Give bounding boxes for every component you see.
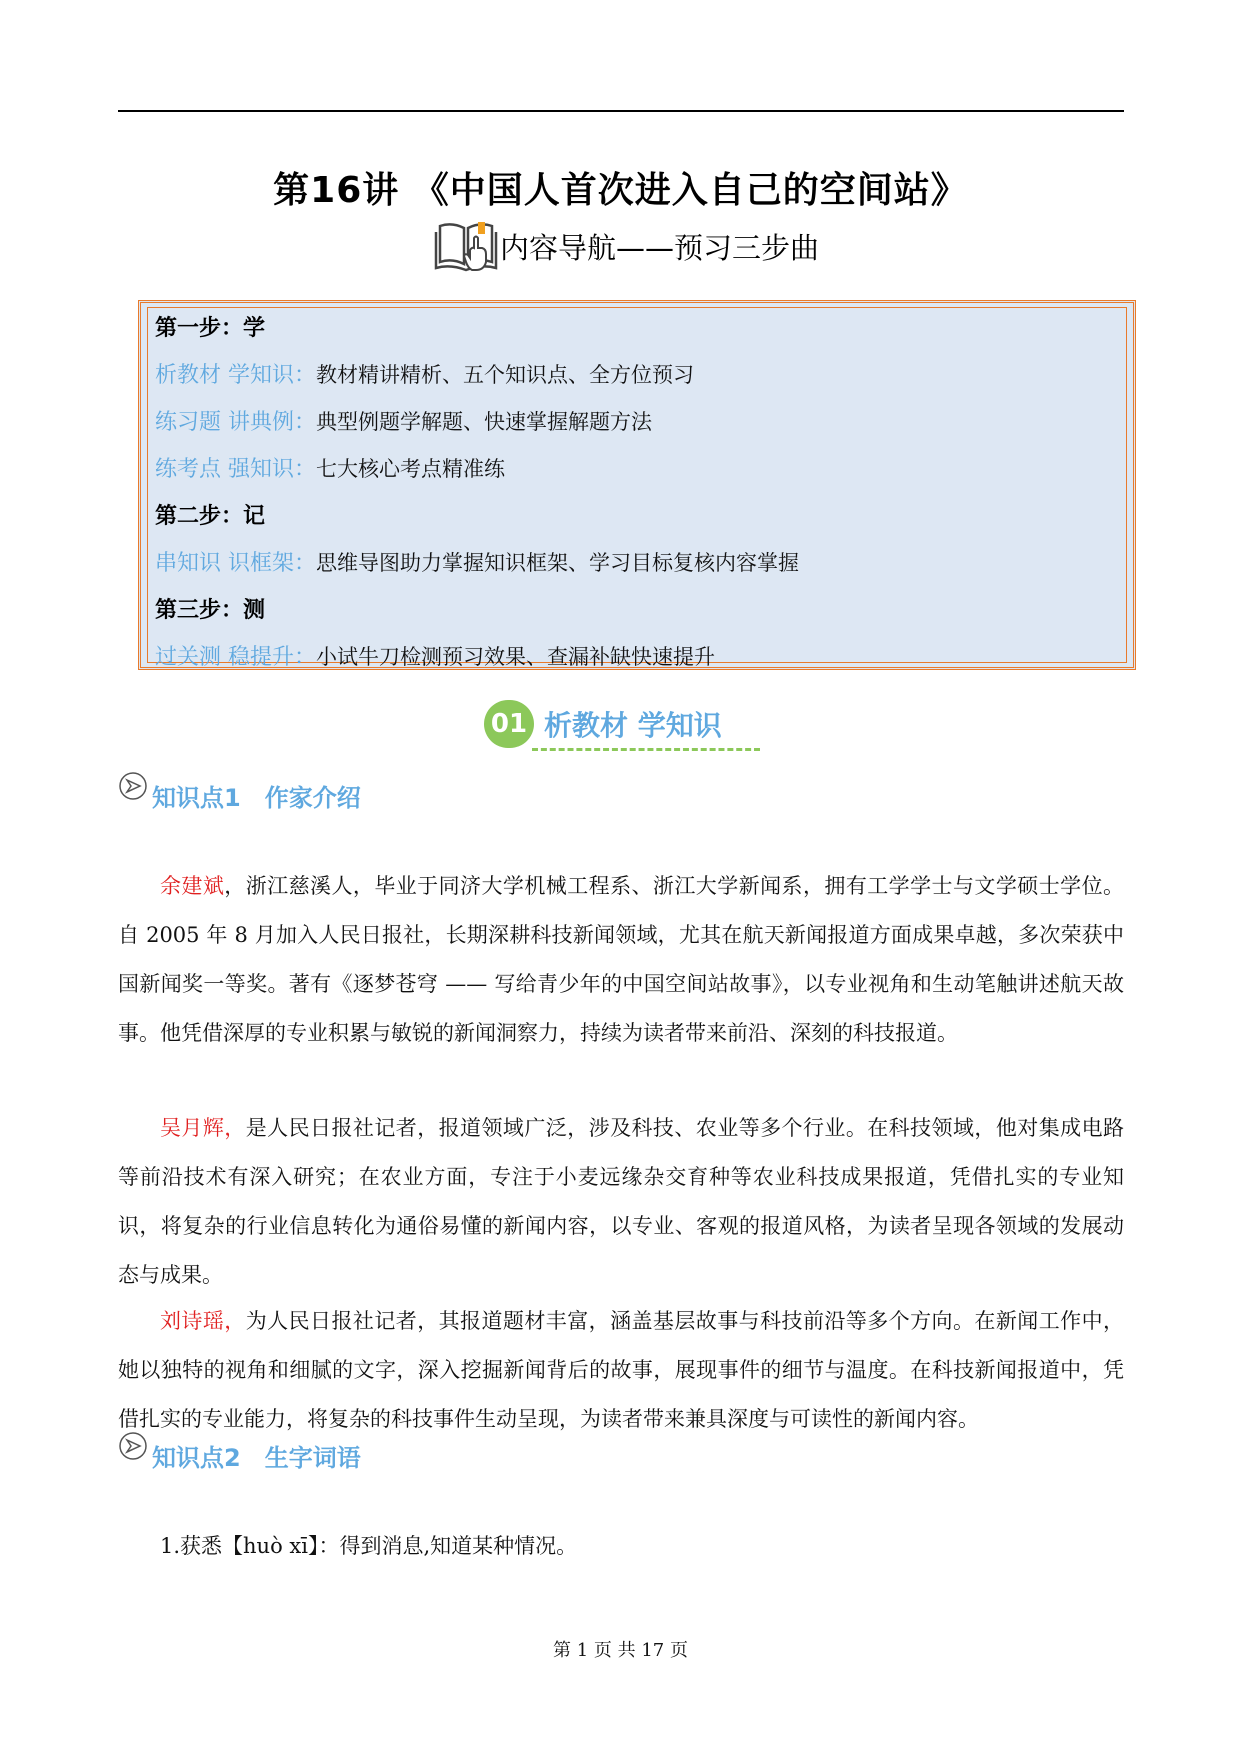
outline-item: 析教材 学知识：教材精讲精析、五个知识点、全方位预习: [155, 363, 694, 388]
outline-item: 练考点 强知识：七大核心考点精准练: [155, 457, 505, 482]
author-paragraph: 余建斌，浙江慈溪人，毕业于同济大学机械工程系、浙江大学新闻系，拥有工学学士与文学硕士学位。自 2005 年 8 月加入人民日报社，长期深耕科技新闻领域，尤其在航天新闻报道方面成果卓越，多次荣获中国新闻奖一等奖。著有《逐梦苍穹 —— 写给青少年的中国空间站故事》，以专业视角和生动笔触讲述航天故事。他凭借深厚的专业积累与敏锐的新闻洞察力，持续为读者带来前沿、深刻的科技报道。: [118, 874, 1124, 1045]
book-pointer-icon: [434, 218, 498, 274]
outline-step-2: 第二步：记: [155, 504, 266, 529]
outline-item: 串知识 识框架：思维导图助力掌握知识框架、学习目标复核内容掌握: [155, 551, 799, 576]
section-underline: [532, 748, 760, 751]
arrow-circle-icon: [118, 1429, 152, 1463]
nav-heading: [434, 218, 819, 274]
outline-item: 过关测 稳提升：小试牛刀检测预习效果、查漏补缺快速提升: [155, 645, 715, 670]
page-title: 第16讲 《中国人首次进入自己的空间站》: [273, 170, 968, 211]
outline-step-1: 第一步：学: [155, 316, 266, 341]
outline-step-3: 第三步：测: [155, 598, 266, 623]
section-number-badge: 01: [484, 700, 534, 748]
author-paragraph: 吴月辉，是人民日报社记者，报道领域广泛，涉及科技、农业等多个行业。在科技领域，他对集成电路等前沿技术有深入研究；在农业方面，专注于小麦远缘杂交育种等农业科技成果报道，凭借扎实的专业知识，将复杂的行业信息转化为通俗易懂的新闻内容，以专业、客观的报道风格，为读者呈现各领域的发展动态与成果。: [118, 1116, 1125, 1287]
vocab-item: 1.获悉【huò xī】：得到消息,知道某种情况。: [160, 1534, 578, 1558]
knowledge-point-heading: 知识点1 作家介绍: [118, 778, 361, 813]
section-heading: [484, 700, 722, 748]
knowledge-point-heading: 知识点2 生字词语: [118, 1438, 361, 1473]
nav-heading-text: 内容导航——预习三步曲: [500, 230, 820, 265]
section-title: 析教材 学知识: [544, 709, 722, 742]
author-paragraph: 刘诗瑶，为人民日报社记者，其报道题材丰富，涵盖基层故事与科技前沿等多个方向。在新闻工作中，她以独特的视角和细腻的文字，深入挖掘新闻背后的故事，展现事件的细节与温度。在科技新闻报道中，凭借扎实的专业能力，将复杂的科技事件生动呈现，为读者带来兼具深度与可读性的新闻内容。: [118, 1309, 1125, 1431]
arrow-circle-icon: [118, 769, 152, 803]
header-rule: [118, 110, 1124, 112]
page-footer: 第 1 页 共 17 页: [553, 1640, 688, 1661]
outline-box: [138, 300, 1136, 670]
outline-item: 练习题 讲典例：典型例题学解题、快速掌握解题方法: [155, 410, 652, 435]
